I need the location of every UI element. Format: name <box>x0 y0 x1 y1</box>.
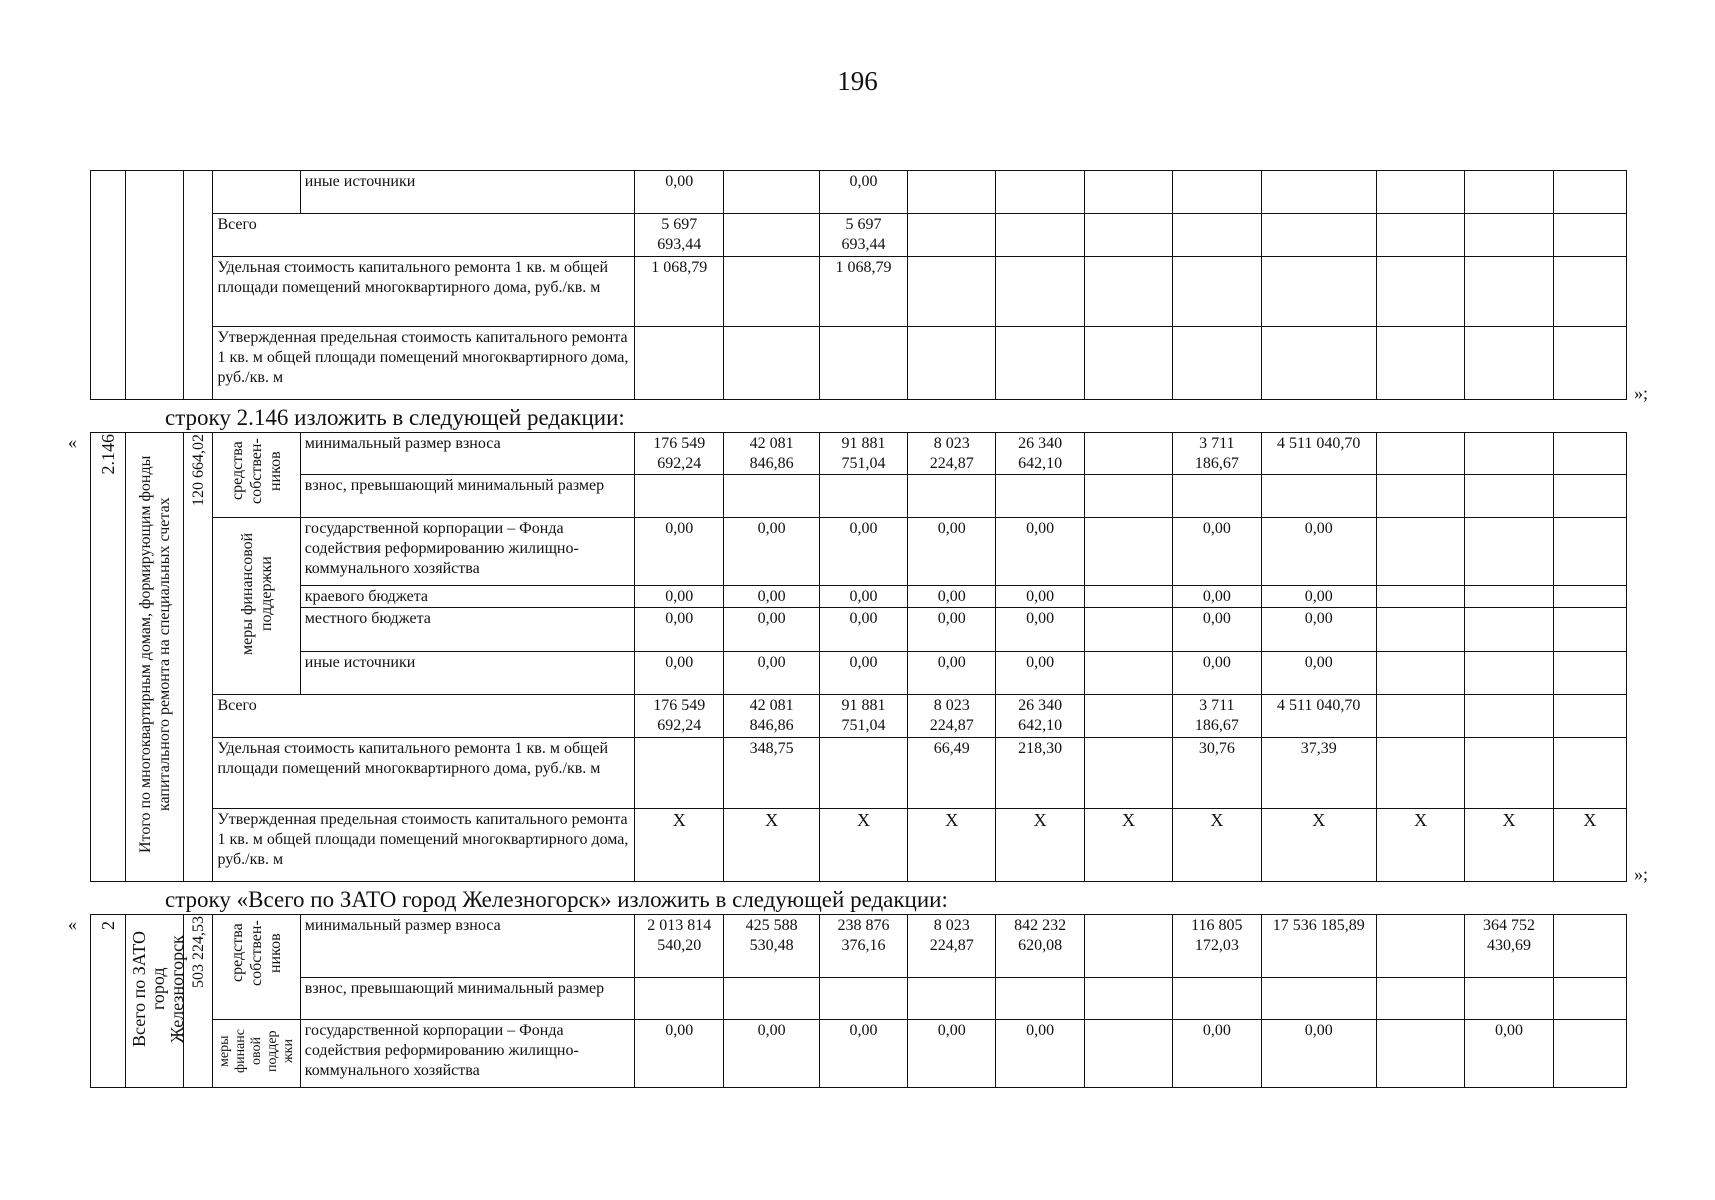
row-label: взнос, превышающий минимальный размер <box>300 475 634 518</box>
table-continuation <box>90 170 1627 400</box>
row-label: минимальный размер взноса <box>300 915 634 978</box>
row-label: минимальный размер взноса <box>300 433 634 475</box>
table-row: местного бюджета 0,00 0,00 0,00 0,00 0,00 0,00 0,00 <box>91 608 1627 652</box>
table-row: Всего 176 549 692,24 42 081 846,86 91 881 751,04 8 023 224,87 26 340 642,10 3 711 186,67 4 511 040,70 <box>91 695 1627 738</box>
table-row: иные источники 0,00 0,00 <box>91 171 1627 214</box>
row-label: государственной корпорации – Фонда содействия реформированию жилищно-коммунального хозяйства <box>300 1020 634 1088</box>
table-row: Удельная стоимость капитального ремонта 1 кв. м общей площади помещений многоквартирного дома, руб./кв. м 1 068,79 1 068,79 <box>91 257 1627 327</box>
page-number: 196 <box>837 66 878 96</box>
open-quote: « <box>68 914 77 934</box>
table-total <box>90 914 1627 1088</box>
row-title: Итого по многоквартирным домам, формирующим фонды капитального ремонта на специальных счетах <box>136 455 173 853</box>
row-label: иные источники <box>300 171 634 214</box>
row-label: государственной корпорации – Фонда содействия реформированию жилищно-коммунального хозяйства <box>300 518 634 586</box>
heading-2146: строку 2.146 изложить в следующей редакции: <box>165 405 625 430</box>
row-label: иные источники <box>300 652 634 695</box>
row-title: Всего по ЗАТО город Железногорск <box>129 931 188 1047</box>
table-row: Удельная стоимость капитального ремонта 1 кв. м общей площади помещений многоквартирного дома, руб./кв. м 348,75 66,49 218,30 30,76 37,39 <box>91 738 1627 809</box>
owners-funds-label: средства собствен-ников <box>229 438 285 504</box>
area-value: 120 664,02 <box>189 434 207 506</box>
table-row: 2.146 Итого по многоквартирным домам, формирующим фонды капитального ремонта на специальных счетах 120 664,02 средства собствен-ников минимальный размер взноса 176 549 692,24 42 081 846,86 91 881 751,04 8 023 224,87 26 340 642,10 3 711 186,67 4 511 040,70 <box>91 433 1627 475</box>
close-quote: »; <box>1634 864 1649 884</box>
table-row <box>91 327 1627 400</box>
table-row: Всего 5 697 693,44 5 697 693,44 <box>91 214 1627 257</box>
table-row-2146 <box>90 432 1627 882</box>
open-quote: « <box>68 432 77 452</box>
area-value: 503 224,53 <box>189 916 207 988</box>
table-row <box>91 475 1627 518</box>
table-row <box>91 978 1627 1020</box>
row-label: краевого бюджета <box>300 586 634 608</box>
close-quote: »; <box>1634 383 1649 403</box>
table-row: меры финансовой поддержки государственной корпорации – Фонда содействия реформированию жилищно-коммунального хозяйства 0,00 0,00 0,00 0,00 0,00 0,00 0,00 <box>91 518 1627 586</box>
row-number: 2 <box>97 921 118 930</box>
table-row: меры финанс овой поддер жки государственной корпорации – Фонда содействия реформированию жилищно-коммунального хозяйства 0,00 0,00 0,00 0,00 0,00 0,00 0,00 0,00 <box>91 1020 1627 1088</box>
row-number: 2.146 <box>97 434 118 475</box>
heading-total: строку «Всего по ЗАТО город Железногорск» изложить в следующей редакции: <box>165 887 948 912</box>
table-row: иные источники 0,00 0,00 0,00 0,00 0,00 0,00 0,00 <box>91 652 1627 695</box>
table-row: 2 Всего по ЗАТО город Железногорск 503 224,53 средства собствен-ников минимальный размер взноса 2 013 814 540,20 425 588 530,48 238 876 376,16 8 023 224,87 842 232 620,08 116 805 172,03 17 536 185,89 364 752 430,69 <box>91 915 1627 978</box>
row-label: местного бюджета <box>300 608 634 652</box>
support-measures-label: меры финансовой поддержки <box>238 532 275 656</box>
row-label: взнос, превышающий минимальный размер <box>300 978 634 1020</box>
support-measures-label: меры финанс овой поддер жки <box>217 1029 297 1073</box>
row-label: Удельная стоимость капитального ремонта 1 кв. м общей площади помещений многоквартирного дома, руб./кв. м <box>213 738 635 809</box>
table-row: Утвержденная предельная стоимость капитального ремонта 1 кв. м общей площади помещений многоквартирного дома, руб./кв. м X X X X X X X X X X X <box>91 809 1627 882</box>
row-label: Утвержденная предельная стоимость капитального ремонта 1 кв. м общей площади помещений многоквартирного дома, руб./кв. м <box>213 809 635 882</box>
row-label: Всего <box>213 695 635 738</box>
table-row: краевого бюджета 0,00 0,00 0,00 0,00 0,00 0,00 0,00 <box>91 586 1627 608</box>
row-label: Всего <box>213 214 635 257</box>
row-label: Утвержденная предельная стоимость капитального ремонта 1 кв. м общей площади помещений многоквартирного дома, руб./кв. м <box>213 327 635 400</box>
owners-funds-label: средства собствен-ников <box>229 920 285 986</box>
row-label: Удельная стоимость капитального ремонта 1 кв. м общей площади помещений многоквартирного дома, руб./кв. м <box>213 257 635 327</box>
